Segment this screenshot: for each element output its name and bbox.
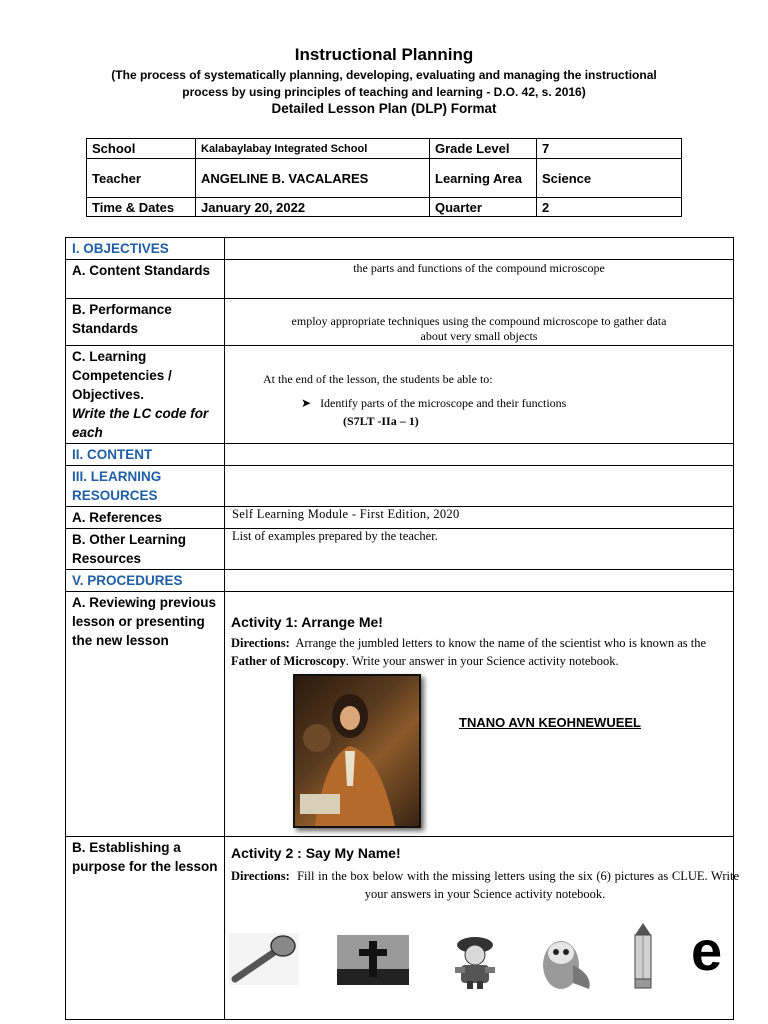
area-label: Learning Area bbox=[430, 159, 537, 198]
content-standards-label: A. Content Standards bbox=[66, 260, 225, 299]
activity2-directions: Directions: Fill in the box below with the missing letters using the six (6) pictures as CLUE. Write your answers in your Science activity notebook. bbox=[231, 869, 740, 901]
objectives-heading: I. OBJECTIVES bbox=[66, 238, 225, 260]
format-title: Detailed Lesson Plan (DLP) Format bbox=[271, 101, 497, 116]
content-heading: II. CONTENT bbox=[66, 444, 225, 466]
scientist-portrait bbox=[293, 674, 421, 828]
quarter-value: 2 bbox=[537, 198, 682, 217]
other-resources-value: List of examples prepared by the teacher. bbox=[225, 529, 734, 570]
police-officer-icon bbox=[447, 933, 503, 989]
performance-line-1: employ appropriate techniques using the compound microscope to gather data bbox=[291, 314, 667, 328]
activity1-title: Activity 1: Arrange Me! bbox=[231, 614, 383, 630]
area-value: Science bbox=[537, 159, 682, 198]
school-value: Kalabaylabay Integrated School bbox=[196, 139, 430, 159]
pencil-icon bbox=[631, 923, 655, 989]
jumbled-letters: TNANO AVN KEOHNEWUEEL bbox=[459, 715, 641, 730]
teacher-label: Teacher bbox=[87, 159, 196, 198]
procedures-heading: V. PROCEDURES bbox=[66, 570, 225, 592]
references-label: A. References bbox=[66, 507, 225, 529]
info-table bbox=[86, 138, 682, 217]
arrow-bullet-icon: ➤ bbox=[301, 396, 312, 410]
page-subtitle: (The process of systematically planning, developing, evaluating and managing the instructional process by using principles of teaching and learning - D.O. 42, s. 2016) bbox=[111, 68, 657, 99]
quarter-label: Quarter bbox=[430, 198, 537, 217]
competencies-intro: At the end of the lesson, the students be able to: bbox=[263, 372, 493, 386]
performance-standards-label: B. Performance Standards bbox=[66, 299, 225, 346]
page-title: Instructional Planning bbox=[294, 45, 474, 64]
teacher-value: ANGELINE B. VACALARES bbox=[196, 159, 430, 198]
reviewing-label: A. Reviewing previous lesson or presenting the new lesson bbox=[66, 592, 225, 837]
microphone-icon bbox=[229, 933, 299, 985]
activity1-directions: Directions: Arrange the jumbled letters to know the name of the scientist who is known as the Father of Microscopy. Write your answer in your Science activity notebook. bbox=[231, 636, 707, 668]
competencies-note: Write the LC code for each bbox=[72, 406, 209, 440]
time-value: January 20, 2022 bbox=[196, 198, 430, 217]
owl-icon bbox=[533, 935, 597, 991]
cross-icon bbox=[337, 935, 409, 985]
school-label: School bbox=[87, 139, 196, 159]
lesson-plan-table bbox=[65, 237, 740, 1020]
grade-label: Grade Level bbox=[430, 139, 537, 159]
content-standards-value: the parts and functions of the compound microscope bbox=[225, 260, 734, 299]
performance-line-2: about very small objects bbox=[420, 329, 538, 343]
competencies-label: C. Learning Competencies / Objectives. bbox=[72, 349, 172, 402]
letter-e: e bbox=[691, 919, 723, 982]
grade-value: 7 bbox=[537, 139, 682, 159]
competency-item: Identify parts of the microscope and their functions bbox=[320, 396, 567, 410]
references-value: Self Learning Module - First Edition, 2020 bbox=[225, 507, 734, 529]
purpose-label: B. Establishing a purpose for the lesson bbox=[66, 837, 225, 1020]
activity2-title: Activity 2 : Say My Name! bbox=[231, 845, 401, 861]
time-label: Time & Dates bbox=[87, 198, 196, 217]
competency-code: (S7LT -IIa – 1) bbox=[343, 414, 419, 428]
resources-heading: III. LEARNING RESOURCES bbox=[66, 466, 225, 507]
other-resources-label: B. Other Learning Resources bbox=[66, 529, 225, 570]
